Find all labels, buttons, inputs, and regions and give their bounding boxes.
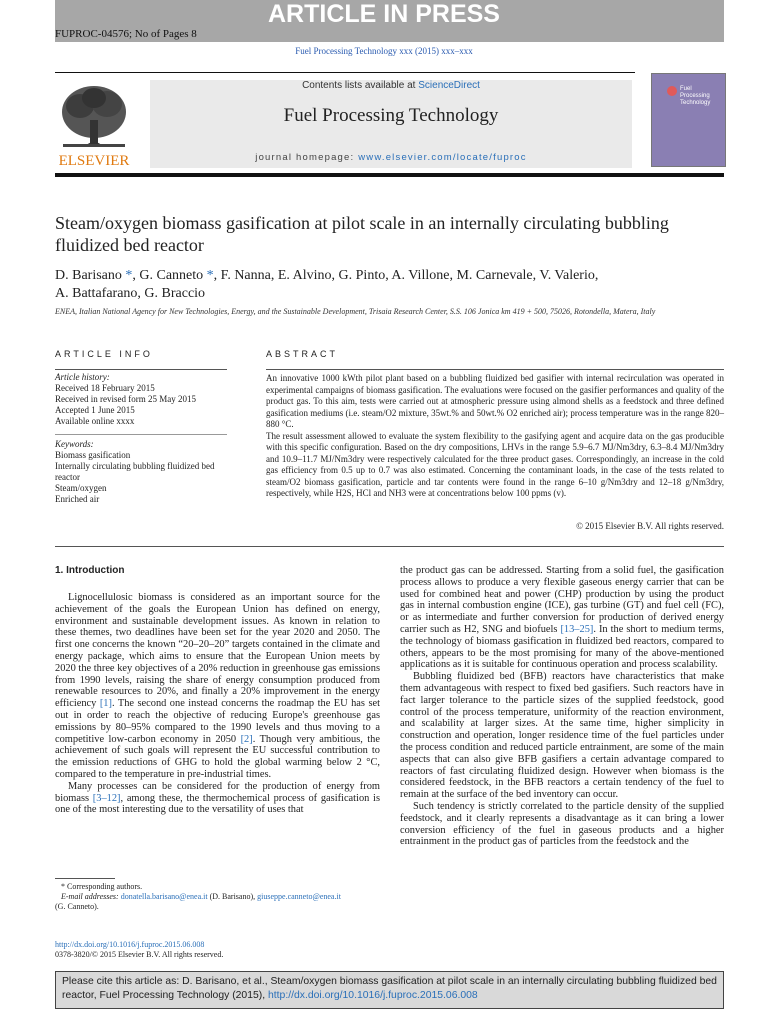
section-heading-introduction: 1. Introduction	[55, 565, 125, 576]
left-column-text: Lignocellulosic biomass is considered as an important source for the achievement of the goals the European Union has defined on energy, environment and sustainable development issues. As known in relation to these themes, two deadlines have been set for the year 2020 and 2050. The first one concerns the known “20–20–20” targets contained in the climate and energy package, which aims to ensure that the European Union meets by 2020 the three key objectives of a 20% reduction in greenhouse gas emissions from 1990 levels, raising the share of energy consumption produced from renewable resources to 20%, and finally a 20% improvement in the energy efficiency [1]. The second one instead concerns the roadmap the EU has set out in order to reach the objective of reducing Europe's greenhouse gas emissions by 80–95% compared to the 1990 levels and thus moving to a competitive low-carbon economy in 2050 [2]. Though very ambitious, the achievement of such goals will represent the EU successful contribution to the emission reductions of GHG to hold the global warming below 2 °C, compared to the temperature in pre-industrial times. Many processes can be considered for the production of energy from biomass [3–12], among these, the thermochemical process of gasification is one of the most interesting due to the versatility of uses that	[55, 592, 380, 816]
article-info-heading: ARTICLE INFO	[55, 349, 153, 359]
doi-link[interactable]: http://dx.doi.org/10.1016/j.fuproc.2015.06.008	[55, 940, 205, 949]
contents-prefix: Contents lists available at	[302, 80, 419, 91]
article-info-rule	[55, 369, 227, 370]
doi-block: http://dx.doi.org/10.1016/j.fuproc.2015.06.008 0378-3820/© 2015 Elsevier B.V. All rights reserved.	[55, 940, 224, 959]
keywords: Keywords: Biomass gasification Internally circulating bubbling fluidized bed reactor Steam/oxygen Enriched air	[55, 439, 215, 504]
header-bottom-rule	[55, 173, 724, 177]
abstract-copyright: © 2015 Elsevier B.V. All rights reserved.	[576, 521, 724, 531]
citation-text: Please cite this article as: D. Barisano, et al., Steam/oxygen biomass gasification at pilot scale in an internally circulating bubbling fluidized bed reactor, Fuel Processing Technology (2015), http://dx.doi.org/10.1016/j.fuproc.2015.06.008	[62, 976, 717, 1001]
citation-link[interactable]: [1]	[99, 698, 112, 710]
affiliation: ENEA, Italian National Agency for New Technologies, Energy, and the Sustainable Development, Trisaia Research Center, S.S. 106 Jonica km 419 + 500, 75026, Rotondella, Matera, Italy	[55, 307, 656, 316]
publisher-name: ELSEVIER	[58, 153, 130, 168]
corresponding-author-star[interactable]: *	[206, 268, 214, 283]
citation-link[interactable]: [3–12]	[92, 792, 121, 804]
authors: D. Barisano *, G. Canneto *, F. Nanna, E. Alvino, G. Pinto, A. Villone, M. Carnevale, V. Valerio, A. Battafarano, G. Braccio	[55, 268, 599, 301]
banner-title: ARTICLE IN PRESS	[268, 0, 500, 28]
journal-title: Fuel Processing Technology	[283, 105, 499, 126]
article-history: Article history: Received 18 February 2015 Received in revised form 25 May 2015 Accepted 1 June 2015 Available online xxxx	[55, 372, 196, 426]
email-link-canneto[interactable]: giuseppe.canneto@enea.it	[257, 892, 341, 901]
cover-logo-icon	[667, 86, 677, 96]
footnote-rule	[55, 878, 115, 879]
homepage-link[interactable]: www.elsevier.com/locate/fuproc	[358, 152, 527, 163]
contents-line	[150, 80, 632, 91]
citation-doi-link[interactable]: http://dx.doi.org/10.1016/j.fuproc.2015.06.008	[268, 990, 478, 1001]
abstract-text: An innovative 1000 kWth pilot plant based on a bubbling fluidized bed gasifier with internal recirculation was operated in experimental campaigns of biomass gasification. The evaluations were focused on the gasifier performances and quality of the product gas. To this aim, tests were carried out at atmospheric pressure using almond shells as a feedstock and three defined gasification mediums (i.e. steam/O2 mixture, 35wt.% and 50wt.% O2 enriched air); process temperature was in the range 820–880 °C. The result assessment allowed to evaluate the system flexibility to the gasifying agent and acquire data on the gas producible with this specific configuration. Based on the dry compositions, LHVs in the range 5.9–6.7 MJ/Nm3dry, 6.3–8.4 MJ/Nm3dry and 10.9–11.7 MJ/Nm3dry were respectively calculated for the three product gases. Correspondingly, an increase in the cold gas efficiency from 0.5 up to 0.7 was also estimated. Concerning the contaminant loads, in the case of the tests related to steam/O2 biomass gasification, particle and tar contents were found in the range 6–10 g/Nm3dry and 12–18 g/Nm3dry, respectively, while H2S, HCl and NH3 were at concentrations below 100 ppms (v).	[266, 373, 724, 498]
article-id: FUPROC-04576; No of Pages 8	[55, 28, 197, 40]
abstract-bottom-rule	[55, 546, 724, 547]
email-link-barisano[interactable]: donatella.barisano@enea.it	[120, 892, 208, 901]
abstract-heading: ABSTRACT	[266, 349, 339, 359]
elsevier-tree-logo-icon	[55, 80, 133, 168]
corresponding-author-star[interactable]: *	[125, 268, 133, 283]
journal-homepage	[150, 152, 632, 163]
citation-link[interactable]: [13–25]	[560, 623, 594, 635]
right-column-text: the product gas can be addressed. Starting from a solid fuel, the gasification process allows to produce a very flexible gaseous energy carrier that can be used for combined heat and power (CHP) production by using the product gas in internal combustion engine (ICE), gas turbine (GT) and fuel cell (FC), or as intermediate and further conversion for production of derived energy carrier such as H2, SNG and biofuels [13–25]. In the short to medium terms, the technology of biomass gasification in fluidized bed reactors, compared to others, appears to be the most promising for many of the above-mentioned applications as it is suitable for continuous operation and process scalability. Bubbling fluidized bed (BFB) reactors have characteristics that make them advantageous with respect to fixed bed gasifiers. Such reactors have in fact larger tolerance to the particle sizes of the supplied feedstock, good control of the process temperature, uniformity of the reaction environment, and scalability at larger sizes. At the same time, higher simplicity in construction and operation, longer residence time of the fuel particles under the process condition and reduced particle entrainment, are some of the main aspects that can also give BFB gasifiers a certain advantage compared to reactors of fast circulating fluidized design. However when biomass is the considered feedstock, in the BFB reactors a certain tendency of the fuel to remain at the surface of the bed inventory can occur. Such tendency is strictly correlated to the particle density of the supplied feedstock, and it clearly represents a disadvantage as it can bring a lower conversion efficiency of the fuel in gaseous products and a higher entrainment in the product gas of particles from the feedstock and the	[400, 565, 724, 848]
keywords-rule	[55, 434, 227, 435]
corresponding-authors-footnote: * Corresponding authors. E-mail addresses: donatella.barisano@enea.it (D. Barisano), giuseppe.canneto@enea.it (G. Canneto).	[55, 882, 341, 911]
abstract-rule	[266, 369, 724, 370]
header-top-rule	[55, 72, 635, 73]
cover-title: Fuel Processing Technology	[680, 86, 711, 106]
homepage-prefix: journal homepage:	[255, 152, 359, 163]
journal-reference-link[interactable]: Fuel Processing Technology xxx (2015) xxx–xxx	[295, 46, 473, 56]
paper-title: Steam/oxygen biomass gasification at pilot scale in an internally circulating bubbling fluidized bed reactor	[55, 213, 669, 255]
citation-link[interactable]: [2]	[240, 733, 253, 745]
sciencedirect-link[interactable]: ScienceDirect	[418, 80, 480, 91]
